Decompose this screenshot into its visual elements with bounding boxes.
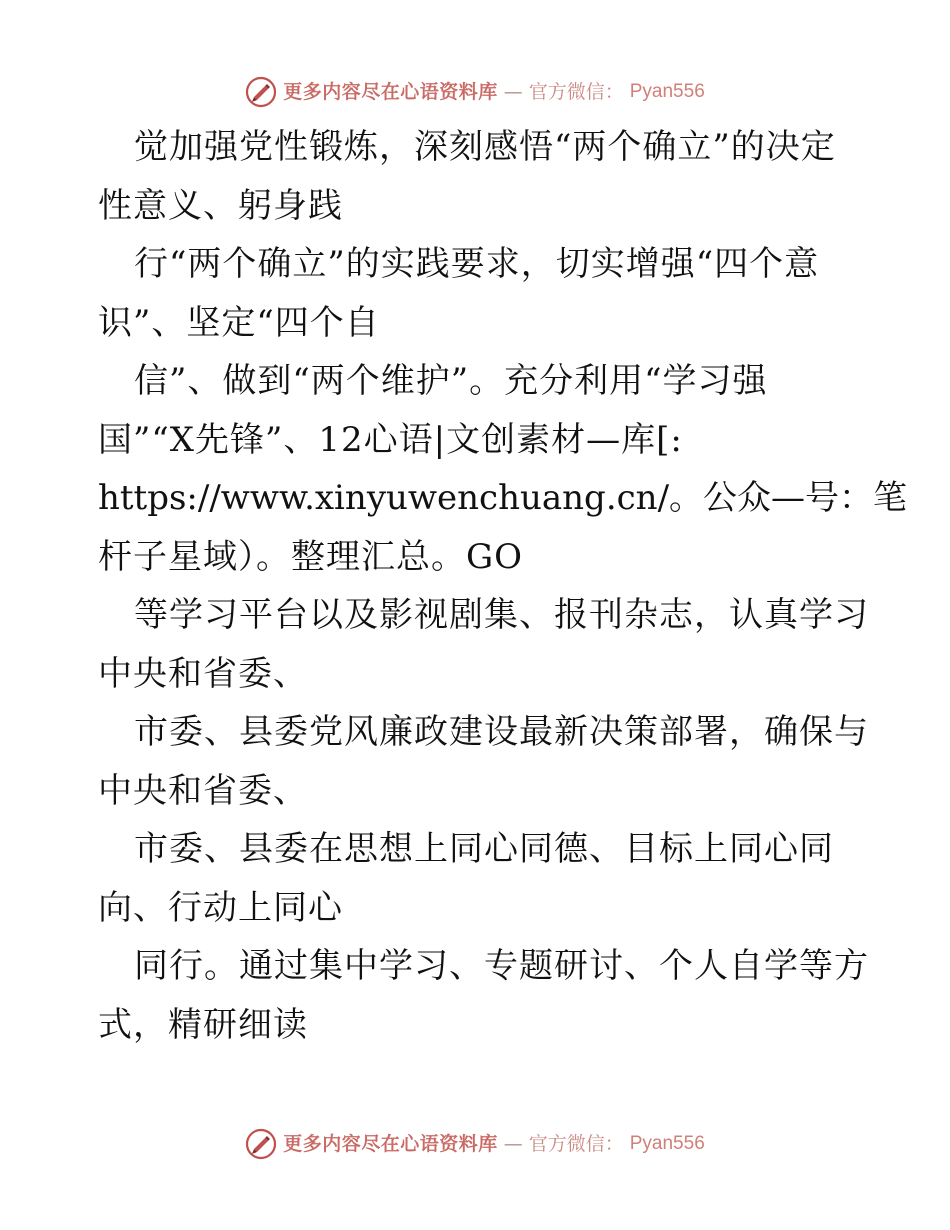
watermark-wechat-label: 官方微信：: [528, 81, 624, 103]
text-line: 国”“X先锋”、12心语|文创素材—库[:: [98, 419, 683, 460]
watermark-title: 更多内容尽在心语资料库: [283, 81, 498, 103]
watermark-title: 更多内容尽在心语资料库: [283, 1133, 498, 1155]
text-line: 杆子星域）。整理汇总。GO: [98, 536, 524, 577]
text-line: https://www.xinyuwenchuang.cn/。公众—号：笔: [98, 478, 908, 518]
text-line: 识”、坚定“四个自: [98, 302, 380, 343]
text-line: 行“两个确立”的实践要求，切实增强“四个意: [134, 244, 820, 284]
text-line: 等学习平台以及影视剧集、报刊杂志，认真学习: [134, 595, 869, 635]
text-line: 市委、县委党风廉政建设最新决策部署，确保与: [134, 712, 869, 752]
text-line: 式，精研细读: [98, 1004, 308, 1045]
text-line: 觉加强党性锻炼，深刻感悟“两个确立”的决定: [134, 127, 836, 167]
watermark-wechat-id: Pyan556: [629, 81, 705, 102]
text-line: 信”、做到“两个维护”。充分利用“学习强: [134, 361, 768, 401]
text-line: 市委、县委在思想上同心同德、目标上同心同: [134, 829, 834, 869]
footer-watermark: [0, 1128, 950, 1160]
text-line: 性意义、躬身践: [98, 185, 343, 226]
watermark-dash: —: [503, 1133, 523, 1155]
watermark-dash: —: [503, 81, 523, 103]
watermark-wechat-id: Pyan556: [629, 1133, 705, 1154]
header-watermark: [0, 76, 950, 108]
pen-logo-icon: [245, 76, 277, 108]
text-line: 向、行动上同心: [98, 887, 343, 928]
pen-logo-icon: [245, 1128, 277, 1160]
document-body: [98, 118, 908, 1054]
text-line: 中央和省委、: [98, 653, 308, 694]
text-line: 中央和省委、: [98, 770, 308, 811]
watermark-wechat-label: 官方微信：: [528, 1133, 624, 1155]
text-line: 同行。通过集中学习、专题研讨、个人自学等方: [134, 946, 869, 986]
